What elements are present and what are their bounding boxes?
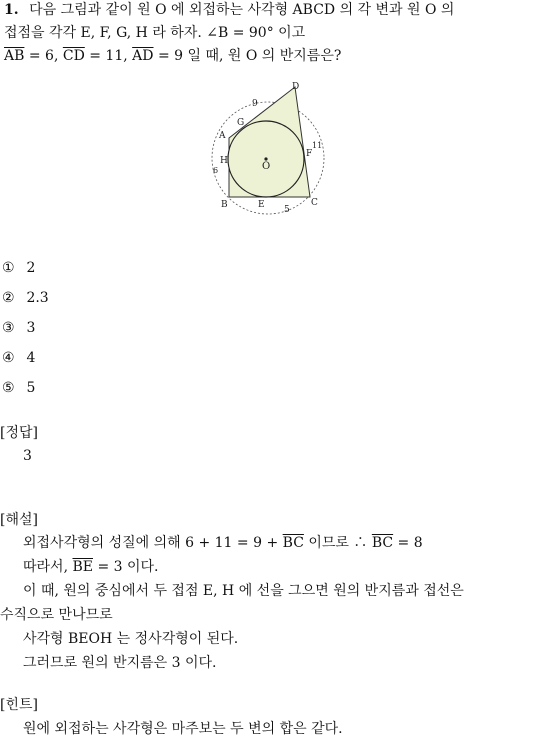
problem-number: 1.	[4, 2, 19, 18]
length-9: 9	[252, 99, 258, 109]
label-e: E	[258, 200, 265, 210]
label-a: A	[219, 131, 226, 141]
problem-text-3a: = 6,	[24, 48, 63, 64]
geometry-figure	[200, 78, 340, 218]
length-11: 11	[312, 141, 323, 150]
choice-4[interactable]	[2, 349, 35, 367]
label-g: G	[237, 118, 245, 128]
hint-header: [힌트]	[0, 697, 38, 713]
choice-text: 2.3	[26, 290, 49, 306]
label-h: H	[220, 156, 228, 166]
choice-2[interactable]	[2, 289, 49, 307]
choice-text: 4	[26, 350, 36, 366]
problem-text-3b: = 11,	[84, 48, 133, 64]
segment-ab: $\overline{AB}$	[4, 48, 25, 64]
choice-text: 3	[26, 320, 36, 336]
segment-bc: $\overline{BC}$	[282, 535, 304, 551]
solution-line-3: 이 때, 원의 중심에서 두 접점 E, H 에 선을 그으면 원의 반지름과 접선은	[23, 583, 464, 599]
problem-line-3	[4, 47, 341, 65]
choice-mark: ③	[2, 320, 15, 336]
choice-mark: ①	[2, 260, 15, 276]
solution-line-5: 사각형 BEOH 는 정사각형이 된다.	[23, 631, 239, 647]
length-5: 5	[284, 205, 290, 215]
answer-header: [정답]	[0, 425, 38, 441]
choice-3[interactable]	[2, 319, 35, 337]
problem-line-1	[4, 1, 454, 19]
segment-be: $\overline{BE}$	[72, 559, 93, 575]
label-c: C	[311, 198, 318, 208]
solution-line-4: 수직으로 만나므로	[0, 607, 113, 623]
solution-text-1c: = 8	[393, 535, 423, 551]
choice-mark: ②	[2, 290, 15, 306]
segment-bc-2: $\overline{BC}$	[371, 535, 394, 551]
solution-line-2	[23, 558, 159, 576]
length-6: 6	[213, 166, 219, 175]
label-d: D	[292, 82, 300, 92]
label-f: F	[306, 149, 313, 159]
segment-ad: $\overline{AD}$	[132, 48, 154, 64]
solution-line-1	[23, 534, 423, 552]
label-o: O	[262, 161, 271, 172]
choice-mark: ⑤	[2, 380, 15, 396]
choice-1[interactable]	[2, 259, 35, 277]
problem-line-2: 접점을 각각 E, F, G, H 라 하자. ∠B = 90° 이고	[4, 25, 306, 41]
answer-value: 3	[23, 448, 32, 464]
solution-text-1b: 이므로 ∴	[303, 535, 372, 551]
problem-text-3c: = 9 일 때, 원 O 의 반지름은?	[153, 48, 342, 64]
solution-text-2b: = 3 이다.	[93, 559, 159, 575]
solution-text-1a: 외접사각형의 성질에 의해 6 + 11 = 9 +	[23, 535, 283, 551]
choice-mark: ④	[2, 350, 15, 366]
label-b: B	[221, 200, 228, 210]
hint-text: 원에 외접하는 사각형은 마주보는 두 변의 합은 같다.	[23, 721, 343, 737]
choice-text: 2	[26, 260, 36, 276]
solution-text-2a: 따라서,	[23, 559, 73, 575]
solution-line-6: 그러므로 원의 반지름은 3 이다.	[23, 655, 217, 671]
solution-header: [해설]	[0, 512, 38, 528]
segment-cd: $\overline{CD}$	[62, 48, 85, 64]
problem-text-1: 다음 그림과 같이 원 O 에 외접하는 사각형 ABCD 의 각 변과 원 O 의	[29, 2, 455, 18]
choice-5[interactable]	[2, 379, 35, 397]
choice-text: 5	[26, 380, 36, 396]
